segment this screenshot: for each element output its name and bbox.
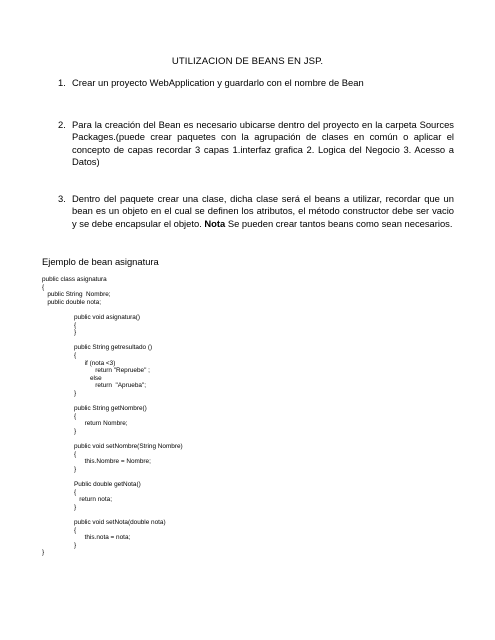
code-line: } <box>42 329 77 337</box>
list-number: 1. <box>58 77 66 88</box>
list-item-3 <box>58 193 454 230</box>
code-line: public String getresultado () <box>42 344 153 352</box>
code-line: { <box>42 450 77 458</box>
section-heading: Ejemplo de bean asignatura <box>42 256 159 267</box>
code-line: { <box>42 488 77 496</box>
code-line: } <box>42 549 45 557</box>
code-line: } <box>42 541 77 549</box>
code-line <box>42 435 183 443</box>
code-line: this.Nombre = Nombre; <box>42 458 151 466</box>
list-text-after: Se pueden crear tantos beans como sean necesarios. <box>225 217 453 229</box>
code-block <box>42 276 183 557</box>
code-line: } <box>42 389 77 397</box>
code-line: { <box>42 412 77 420</box>
code-line: { <box>42 351 77 359</box>
code-line: this.nota = nota; <box>42 534 131 542</box>
list-text: Crear un proyecto WebApplication y guardarlo con el nombre de Bean <box>72 77 364 88</box>
code-line: public void setNombre(String Nombre) <box>42 443 183 451</box>
code-line: else <box>42 374 102 382</box>
code-line: return "Aprueba"; <box>42 382 146 390</box>
code-line: Public double getNota() <box>42 481 141 489</box>
code-line: { <box>42 283 45 291</box>
list-item-1 <box>58 77 454 89</box>
code-line: public class asignatura <box>42 276 107 283</box>
code-line: public String getNombre() <box>42 405 147 413</box>
document-title: UTILIZACION DE BEANS EN JSP. <box>171 56 324 67</box>
code-line: return nota; <box>42 496 112 504</box>
code-line: public void setNota(double nota) <box>42 519 166 526</box>
code-line: { <box>42 526 77 534</box>
code-line <box>42 473 183 481</box>
list-number: 2. <box>58 119 66 130</box>
code-line <box>42 337 183 345</box>
list-item-2 <box>58 119 454 168</box>
code-line: return "Repruebe" ; <box>42 367 150 375</box>
list-text <box>72 193 454 230</box>
code-line: } <box>42 427 77 435</box>
code-line: } <box>42 465 77 473</box>
code-line: { <box>42 321 77 329</box>
code-line: return Nombre; <box>42 420 128 428</box>
code-line: public double nota; <box>42 298 101 306</box>
list-text: Para la creación del Bean es necesario ubicarse dentro del proyecto en la carpeta Sources Packages.(puede crear paquetes con la agrupación de clases en común o aplicar el concepto de capas recordar 3 capas 1.interfaz grafica 2. Logica del Negocio 3. Acesso a Datos) <box>72 119 454 167</box>
code-line <box>42 398 183 406</box>
code-line <box>42 511 183 519</box>
note-bold: Nota <box>204 217 226 229</box>
code-line: } <box>42 503 77 511</box>
code-line: if (nota <3) <box>42 359 116 367</box>
code-line: public String Nombre; <box>42 291 111 299</box>
list-text-before: Dentro del paquete crear una clase, dicha clase será el beans a utilizar, recordar que un bean es un objeto en el cual se definen los atributos, el método constructor debe ser vacio y se debe encapsular el objeto. <box>72 193 454 229</box>
code-line <box>42 306 183 314</box>
code-line: public void asignatura() <box>42 313 141 321</box>
list-number: 3. <box>58 193 66 204</box>
